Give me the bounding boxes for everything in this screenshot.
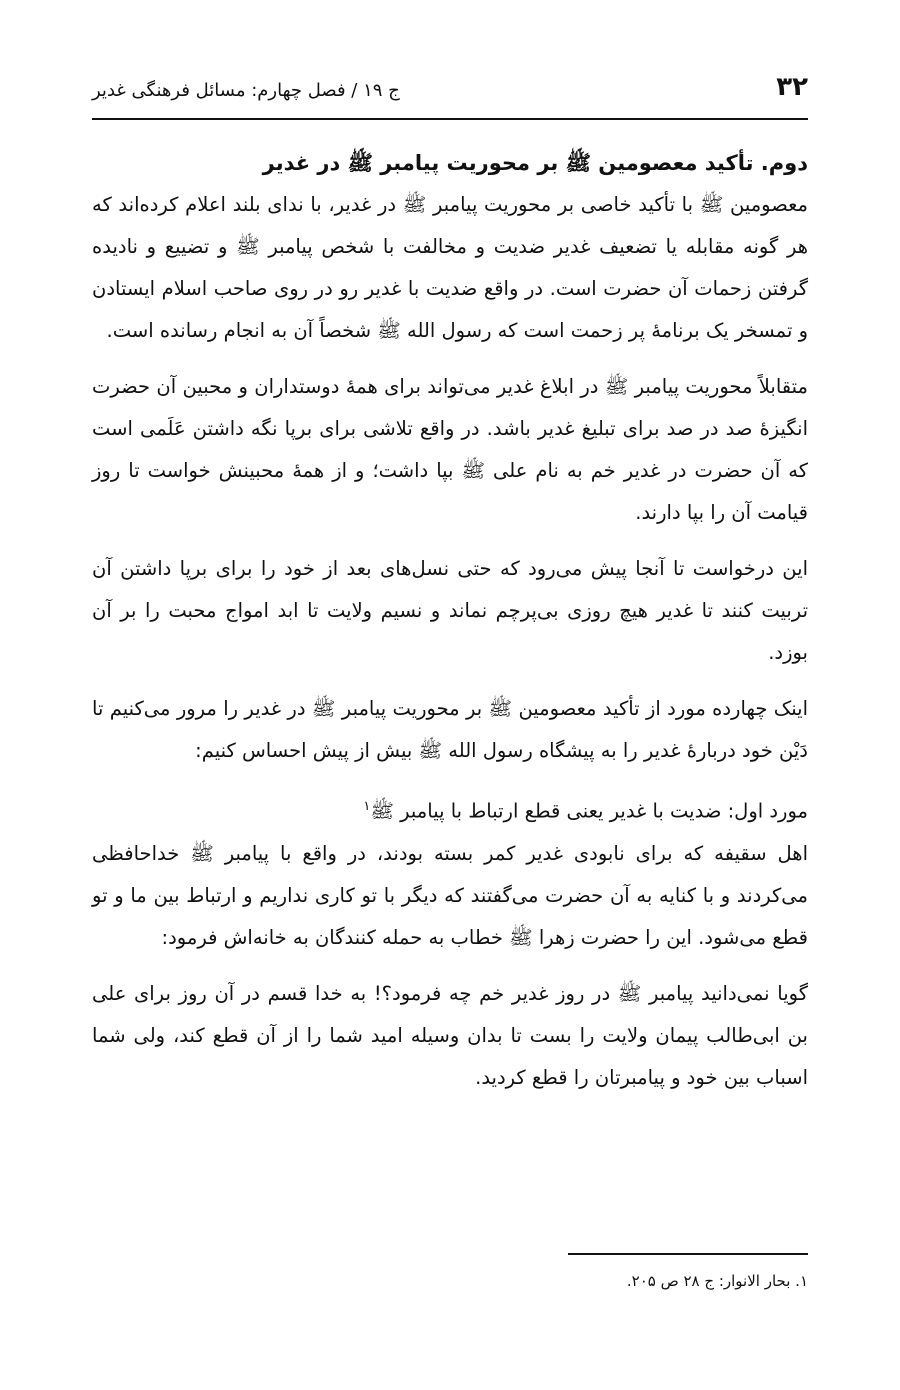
page-header	[92, 70, 808, 120]
paragraph-3: این درخواست تا آنجا پیش می‌رود که حتی نسل‌های بعد از خود را برای برپا داشتن آن تربیت کنند تا غدیر هیچ روزی بی‌پرچم نماند و نسیم ولایت تا ابد امواج محبت را بر آن بوزد.	[92, 557, 808, 664]
paragraph-5: اهل سقیفه که برای نابودی غدیر کمر بسته بودند، در واقع با پیامبر ﷺ خداحافظی می‌کردند و با کنایه به آن حضرت می‌گفتند که دیگر با تو کاری نداریم و ارتباط بین ما و تو قطع می‌شود. این را حضرت زهرا ﷺ خطاب به حمله کنندگان به خانه‌اش فرمود:	[92, 841, 808, 949]
paragraph-4: اینک چهارده مورد از تأکید معصومین ﷺ بر محوریت پیامبر ﷺ در غدیر را مرور می‌کنیم تا دَیْن خود دربارهٔ غدیر را به پیشگاه رسول الله ﷺ بیش از پیش احساس کنیم:	[92, 697, 808, 762]
item-title	[92, 786, 808, 833]
footnote-divider	[568, 1253, 808, 1255]
page-body	[92, 148, 808, 1113]
paragraph-2: متقابلاً محوریت پیامبر ﷺ در ابلاغ غدیر می‌تواند برای همهٔ دوستداران و محبین آن حضرت انگیزهٔ صد در صد برای تبلیغ غدیر باشد. در واقع تلاشی برای برپا نگه داشتن عَلَمی است که آن حضرت در غدیر خم به نام علی ﷺ بپا داشت؛ و از همهٔ محبینش خواست تا روز قیامت آن را بپا دارند.	[92, 375, 808, 524]
section-title: دوم. تأکید معصومین ﷺ بر محوریت پیامبر ﷺ در غدیر	[262, 151, 808, 175]
paragraph-6: گویا نمی‌دانید پیامبر ﷺ در روز غدیر خم چه فرمود؟! به خدا قسم در آن روز برای علی بن ابی‌طالب پیمان ولایت را بست تا بدان وسیله امید شما را از آن قطع کند، ولی شما اسباب بین خود و پیامبرتان را قطع کردید.	[92, 981, 808, 1089]
running-head: ج ۱۹ / فصل چهارم: مسائل فرهنگی غدیر	[92, 80, 400, 101]
item-title-text: مورد اول: ضدیت با غدیر یعنی قطع ارتباط با پیامبر ﷺ	[370, 799, 808, 823]
footnote-mark[interactable]: ۱	[363, 799, 371, 814]
page-number: ۳۲	[776, 72, 808, 102]
paragraph-1: معصومین ﷺ با تأکید خاصی بر محوریت پیامبر ﷺ در غدیر، با ندای بلند اعلام کرده‌اند که هر گونه مقابله یا تضعیف غدیر ضدیت و مخالفت با شخص پیامبر ﷺ و تضییع و نادیده گرفتن زحمات آن حضرت است. در واقع ضدیت با غدیر رو در روی صاحب اسلام ایستادن و تمسخر یک برنامهٔ پر زحمت است که رسول الله ﷺ شخصاً آن به انجام رسانده است.	[92, 193, 808, 342]
footnote: ۱. بحار الانوار: ج ۲۸ ص ۲۰۵.	[626, 1272, 808, 1290]
